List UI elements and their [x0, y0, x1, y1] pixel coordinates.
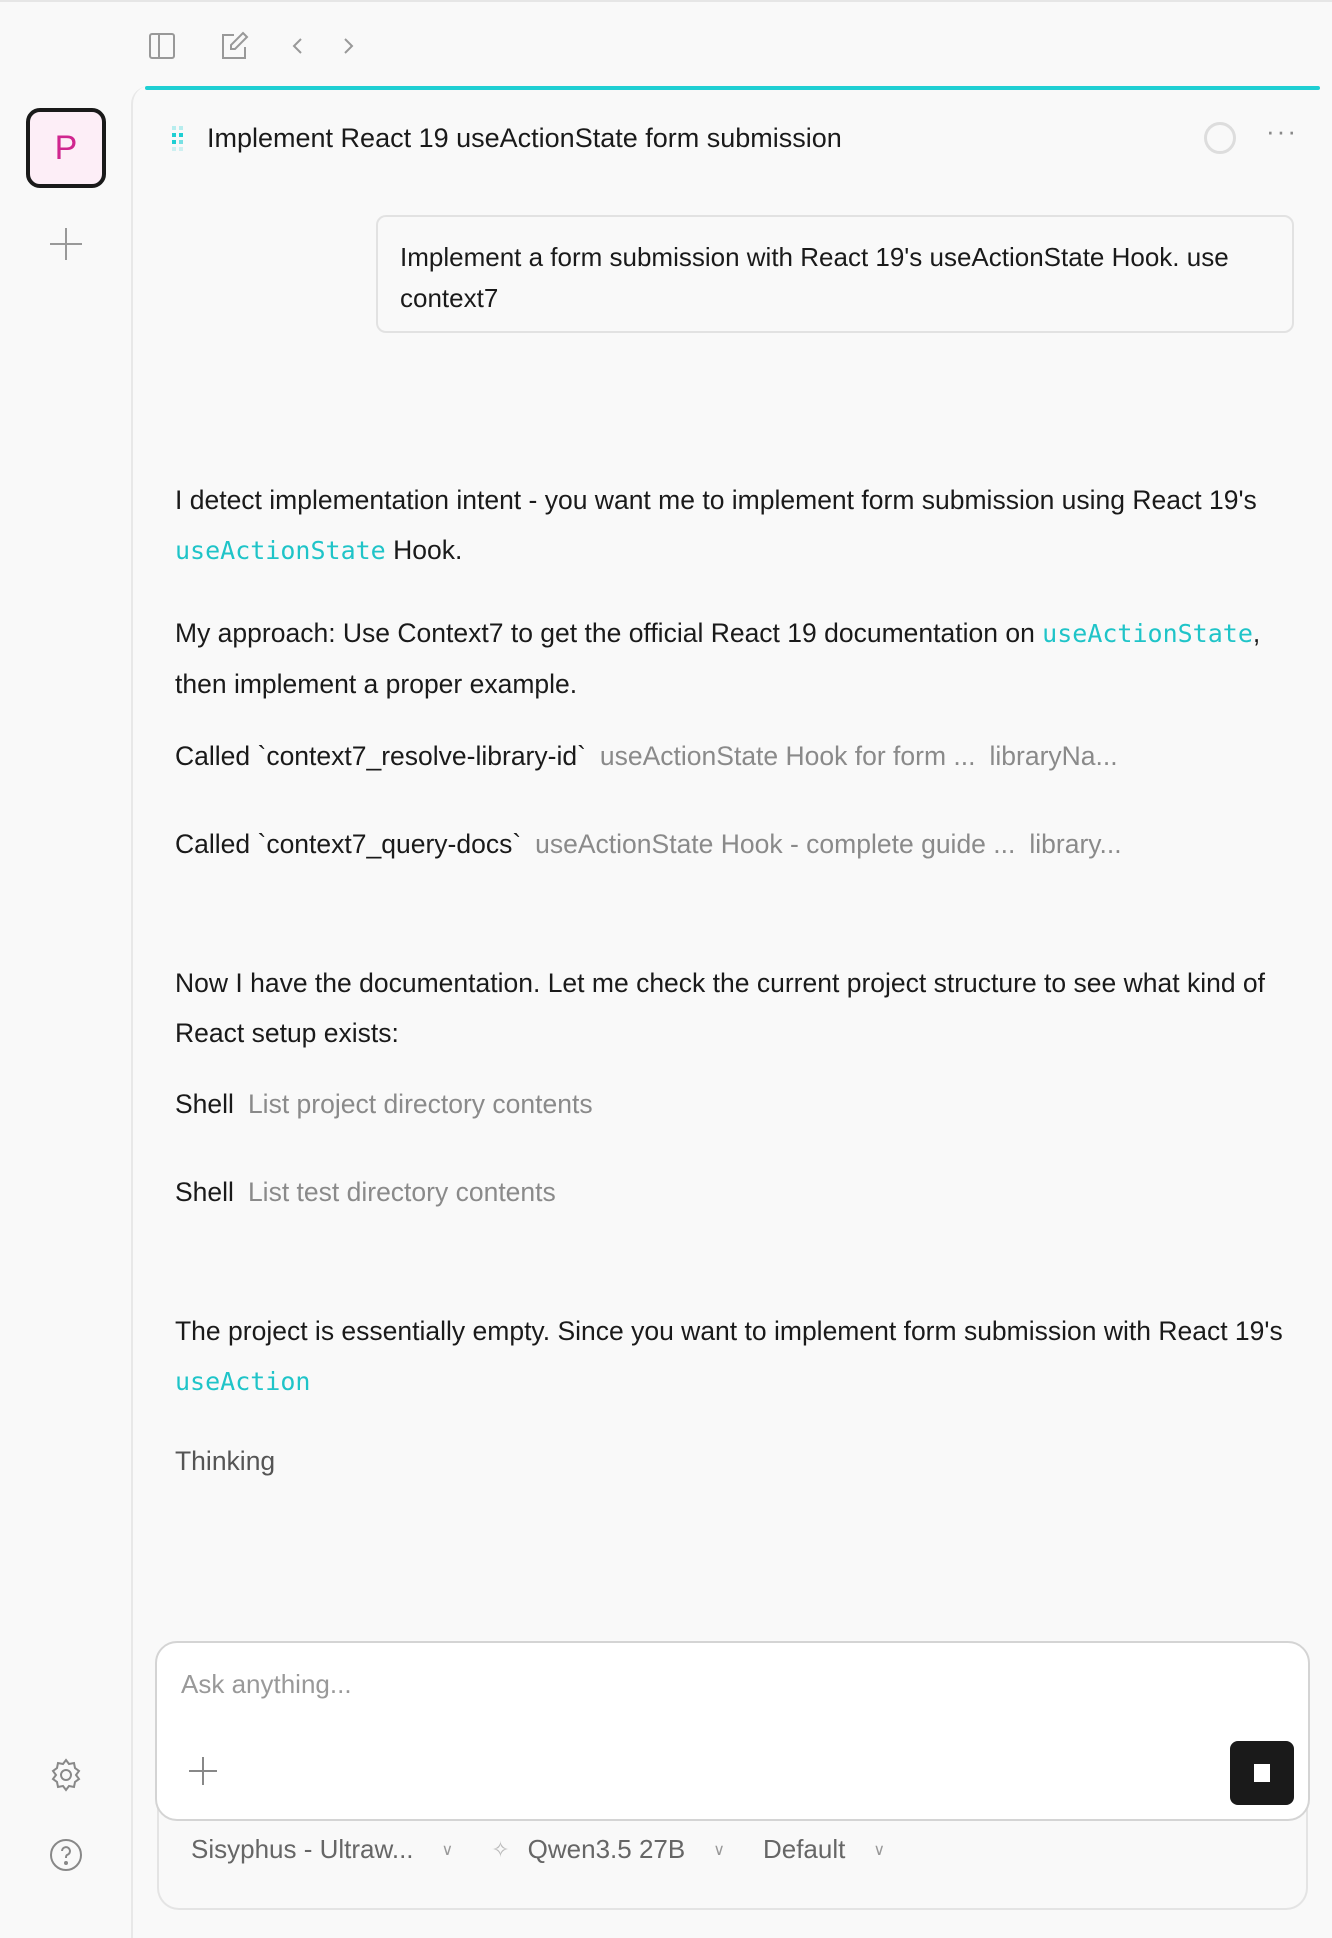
assistant-paragraph: The project is essentially empty. Since you want to implement form submission with React 19's useAction: [175, 1316, 1283, 1396]
progress-bar: [145, 86, 1320, 90]
stop-icon: [1254, 1764, 1270, 1782]
chevron-down-icon: ∨: [873, 1841, 886, 1859]
tool-call-resolve-library[interactable]: Called `context7_resolve-library-id` useActionState Hook for form ... libraryNa...: [175, 741, 1118, 771]
add-workspace-icon[interactable]: [48, 226, 84, 262]
thinking-indicator: Thinking: [175, 1446, 276, 1476]
back-icon[interactable]: [282, 30, 314, 62]
assistant-paragraph: I detect implementation intent - you want me to implement form submission using React 19's useActionState Hook.: [175, 485, 1257, 565]
chat-header: [163, 116, 1312, 160]
message-input[interactable]: [181, 1669, 1081, 1700]
chat-title: Implement React 19 useActionState form submission: [207, 122, 842, 153]
status-circle-icon: [1204, 122, 1236, 154]
more-options-button[interactable]: ···: [1266, 116, 1298, 146]
assistant-paragraph: Now I have the documentation. Let me check the current project structure to see what kind of React setup exists:: [175, 968, 1266, 1048]
new-chat-icon[interactable]: [218, 30, 250, 62]
session-status-icon: [163, 123, 193, 153]
inline-code: useActionState: [1042, 619, 1253, 648]
stop-button[interactable]: [1230, 1741, 1294, 1805]
inline-code: useActionState: [175, 536, 386, 565]
assistant-paragraph: My approach: Use Context7 to get the official React 19 documentation on useActionState, then implement a proper example.: [175, 618, 1261, 699]
shell-call-project[interactable]: Shell List project directory contents: [175, 1089, 593, 1119]
sidebar: [0, 86, 131, 1938]
composer: [155, 1641, 1310, 1821]
settings-icon[interactable]: [48, 1757, 84, 1793]
sidebar-toggle-icon[interactable]: [146, 30, 178, 62]
avatar-letter: P: [54, 128, 78, 167]
attach-plus-icon[interactable]: [187, 1755, 219, 1787]
user-message: Implement a form submission with React 19's useActionState Hook. use context7: [376, 215, 1294, 333]
inline-code: useAction: [175, 1367, 311, 1396]
tool-call-query-docs[interactable]: Called `context7_query-docs` useActionState Hook - complete guide ... library...: [175, 829, 1122, 859]
chevron-down-icon: ∨: [713, 1841, 725, 1859]
top-toolbar: [0, 0, 1332, 86]
chevron-down-icon: ∨: [441, 1841, 454, 1859]
mode-select[interactable]: Default ∨: [762, 1834, 886, 1864]
agent-select[interactable]: Sisyphus - Ultraw... ∨: [191, 1834, 454, 1864]
workspace-avatar[interactable]: [26, 108, 106, 188]
shell-call-test[interactable]: Shell List test directory contents: [175, 1177, 556, 1207]
sparkle-icon: ✧: [491, 1836, 510, 1862]
help-icon[interactable]: [48, 1837, 84, 1873]
forward-icon[interactable]: [332, 30, 364, 62]
model-select[interactable]: ✧ Qwen3.5 27B ∨: [491, 1834, 725, 1864]
